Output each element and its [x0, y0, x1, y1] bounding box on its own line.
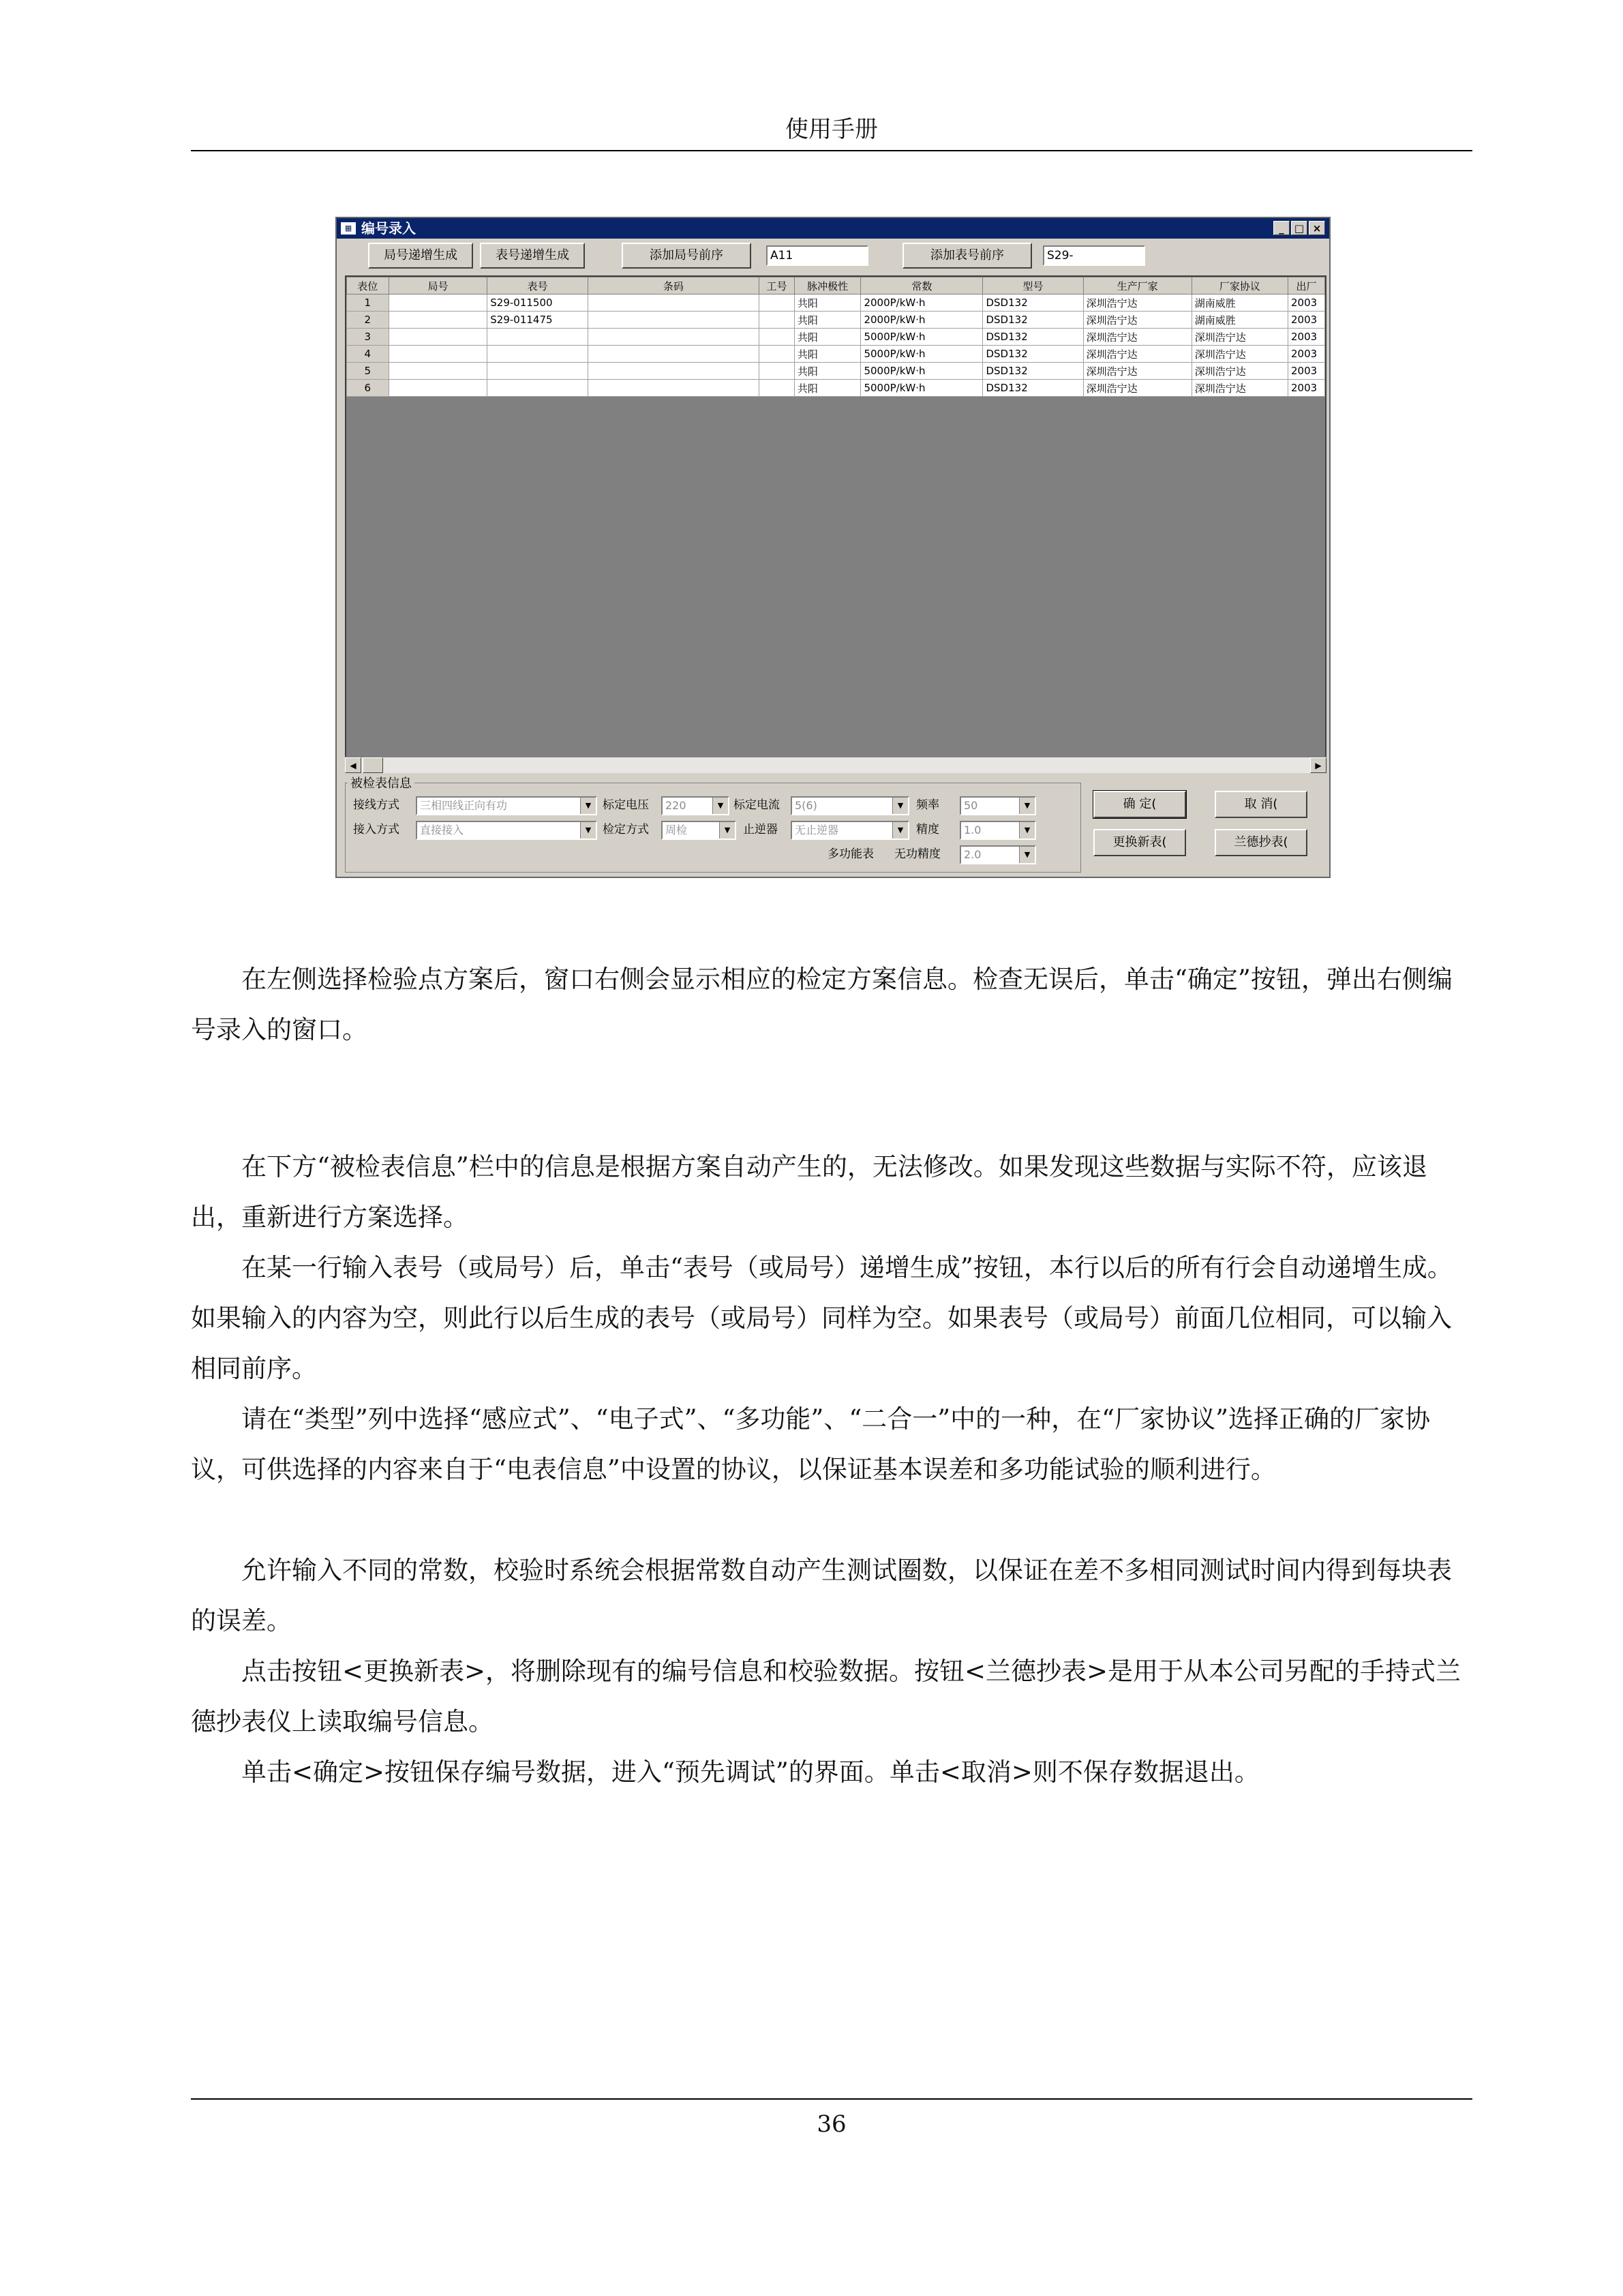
chevron-down-icon: ▼: [1019, 798, 1035, 814]
column-header[interactable]: 工号: [759, 277, 795, 294]
row-position-cell: 3: [347, 329, 389, 346]
row-position-cell: 4: [347, 346, 389, 363]
bureau-increment-button[interactable]: 局号递增生成: [368, 243, 473, 269]
table-cell[interactable]: 湖南威胜: [1192, 312, 1288, 329]
window-title: 编号录入: [361, 220, 416, 237]
table-cell[interactable]: [389, 346, 487, 363]
table-cell[interactable]: [759, 346, 795, 363]
chevron-down-icon: ▼: [580, 798, 596, 814]
reactive-accuracy-select[interactable]: 2.0 ▼: [960, 845, 1036, 864]
table-cell[interactable]: [759, 363, 795, 380]
close-button[interactable]: ×: [1309, 221, 1325, 235]
wiring-label: 接线方式: [353, 798, 399, 812]
verify-mode-label: 检定方式: [603, 823, 649, 836]
frequency-select[interactable]: 50 ▼: [960, 796, 1036, 815]
table-cell[interactable]: 2003: [1288, 346, 1325, 363]
table-cell[interactable]: [389, 294, 487, 312]
table-cell[interactable]: 深圳浩宁达: [1083, 346, 1192, 363]
accuracy-label: 精度: [916, 823, 939, 836]
table-cell[interactable]: DSD132: [983, 329, 1083, 346]
column-header[interactable]: 型号: [983, 277, 1083, 294]
table-cell[interactable]: 5000P/kW·h: [861, 363, 983, 380]
table-cell[interactable]: [389, 312, 487, 329]
table-cell[interactable]: 深圳浩宁达: [1192, 329, 1288, 346]
table-cell[interactable]: [588, 380, 759, 397]
add-bureau-prefix-button[interactable]: 添加局号前序: [622, 243, 751, 269]
table-cell[interactable]: 共阳: [794, 363, 861, 380]
table-cell[interactable]: 共阳: [794, 380, 861, 397]
wiring-select[interactable]: 三相四线正向有功 ▼: [416, 796, 597, 815]
meter-prefix-input[interactable]: S29-: [1043, 245, 1145, 266]
paragraph-7: 单击<确定>按钮保存编号数据，进入“预先调试”的界面。单击<取消>则不保存数据退出。: [241, 1757, 1260, 1787]
table-row[interactable]: [347, 329, 1325, 346]
table-row[interactable]: [347, 346, 1325, 363]
chevron-down-icon: ▼: [712, 798, 728, 814]
table-cell[interactable]: [759, 380, 795, 397]
meter-grid[interactable]: [345, 275, 1326, 773]
cancel-button[interactable]: 取 消(: [1215, 791, 1307, 818]
add-meter-prefix-button[interactable]: 添加表号前序: [902, 243, 1032, 269]
table-cell[interactable]: [588, 329, 759, 346]
column-header[interactable]: 生产厂家: [1083, 277, 1192, 294]
table-cell[interactable]: 湖南威胜: [1192, 294, 1288, 312]
table-cell[interactable]: 2000P/kW·h: [861, 294, 983, 312]
column-header[interactable]: 局号: [389, 277, 487, 294]
table-cell[interactable]: 深圳浩宁达: [1192, 363, 1288, 380]
table-cell[interactable]: 共阳: [794, 329, 861, 346]
chevron-down-icon: ▼: [1019, 822, 1035, 839]
table-cell[interactable]: 2003: [1288, 294, 1325, 312]
table-cell[interactable]: [588, 312, 759, 329]
meter-increment-button[interactable]: 表号递增生成: [480, 243, 585, 269]
table-cell[interactable]: 2003: [1288, 363, 1325, 380]
table-cell[interactable]: 2003: [1288, 312, 1325, 329]
table-cell[interactable]: S29-011500: [487, 294, 588, 312]
table-cell[interactable]: DSD132: [983, 363, 1083, 380]
column-header[interactable]: 条码: [588, 277, 759, 294]
scroll-left-icon[interactable]: ◀: [345, 757, 361, 773]
table-row[interactable]: [347, 312, 1325, 329]
column-header[interactable]: 表位: [347, 277, 389, 294]
table-cell[interactable]: 深圳浩宁达: [1083, 294, 1192, 312]
paragraph-4: 请在“类型”列中选择“感应式”、“电子式”、“多功能”、“二合一”中的一种，在“厂家协议”选择正确的厂家协议，可供选择的内容来自于“电表信息”中设置的协议，以保证基本误差和多功能试验的顺利进行。: [191, 1404, 1430, 1484]
table-cell[interactable]: 深圳浩宁达: [1083, 363, 1192, 380]
page-header: 使用手册: [785, 116, 878, 143]
frequency-label: 频率: [916, 798, 939, 812]
meter-table: [346, 277, 1325, 397]
table-cell[interactable]: 深圳浩宁达: [1083, 380, 1192, 397]
chevron-down-icon: ▼: [580, 822, 596, 839]
table-cell[interactable]: [389, 363, 487, 380]
minimize-button[interactable]: _: [1273, 221, 1290, 235]
table-cell[interactable]: 共阳: [794, 294, 861, 312]
app-icon: ▦: [341, 222, 356, 235]
rated-current-label: 标定电流: [733, 798, 780, 812]
page-number: 36: [817, 2111, 847, 2138]
row-position-cell: 6: [347, 380, 389, 397]
replace-meter-button[interactable]: 更换新表(: [1093, 829, 1186, 856]
table-cell[interactable]: [487, 380, 588, 397]
row-position-cell: 2: [347, 312, 389, 329]
chevron-down-icon: ▼: [892, 798, 908, 814]
window-titlebar: [337, 218, 1329, 239]
table-cell[interactable]: DSD132: [983, 346, 1083, 363]
column-header[interactable]: 出厂: [1288, 277, 1325, 294]
table-cell[interactable]: [487, 329, 588, 346]
table-cell[interactable]: [389, 329, 487, 346]
table-cell[interactable]: 5000P/kW·h: [861, 380, 983, 397]
table-cell[interactable]: [487, 363, 588, 380]
access-label: 接入方式: [353, 823, 399, 836]
table-row[interactable]: [347, 294, 1325, 312]
lande-read-button[interactable]: 兰德抄表(: [1215, 829, 1307, 856]
chevron-down-icon: ▼: [892, 822, 908, 839]
table-cell[interactable]: 深圳浩宁达: [1192, 346, 1288, 363]
table-cell[interactable]: [487, 346, 588, 363]
column-header[interactable]: 厂家协议: [1192, 277, 1288, 294]
table-cell[interactable]: [759, 312, 795, 329]
paragraph-3: 在某一行输入表号（或局号）后，单击“表号（或局号）递增生成”按钮，本行以后的所有行会自动递增生成。如果输入的内容为空，则此行以后生成的表号（或局号）同样为空。如果表号（或局号）前面几位相同，可以输入相同前序。: [191, 1253, 1453, 1383]
table-cell[interactable]: 共阳: [794, 312, 861, 329]
number-entry-window: [335, 217, 1331, 878]
table-cell[interactable]: [389, 380, 487, 397]
paragraph-5: 允许输入不同的常数，校验时系统会根据常数自动产生测试圈数，以保证在差不多相同测试时间内得到每块表的误差。: [191, 1556, 1452, 1635]
reverse-stop-label: 止逆器: [743, 823, 778, 836]
rated-current-select[interactable]: 5(6) ▼: [791, 796, 909, 815]
table-cell[interactable]: DSD132: [983, 380, 1083, 397]
table-cell[interactable]: DSD132: [983, 294, 1083, 312]
column-header[interactable]: 表号: [487, 277, 588, 294]
confirm-button[interactable]: 确 定(: [1093, 791, 1186, 818]
table-cell[interactable]: [588, 363, 759, 380]
access-select[interactable]: 直接接入 ▼: [416, 821, 597, 840]
rated-voltage-select[interactable]: 220 ▼: [661, 796, 729, 815]
table-cell[interactable]: 5000P/kW·h: [861, 329, 983, 346]
maximize-button[interactable]: □: [1291, 221, 1307, 235]
table-cell[interactable]: 2003: [1288, 380, 1325, 397]
table-cell[interactable]: [759, 294, 795, 312]
table-cell[interactable]: [759, 329, 795, 346]
table-cell[interactable]: [588, 346, 759, 363]
table-cell[interactable]: 2003: [1288, 329, 1325, 346]
verify-mode-select[interactable]: 周检 ▼: [661, 821, 736, 840]
multifunction-label: 多功能表: [828, 847, 874, 861]
meter-info-title: 被检表信息: [348, 774, 414, 791]
header-rule: [191, 150, 1472, 151]
row-position-cell: 5: [347, 363, 389, 380]
chevron-down-icon: ▼: [719, 822, 735, 839]
column-header[interactable]: 常数: [861, 277, 983, 294]
table-cell[interactable]: 2000P/kW·h: [861, 312, 983, 329]
paragraph-1: 在左侧选择检验点方案后，窗口右侧会显示相应的检定方案信息。检查无误后，单击“确定”按钮，弹出右侧编号录入的窗口。: [191, 965, 1453, 1044]
chevron-down-icon: ▼: [1019, 847, 1035, 863]
table-cell[interactable]: [588, 294, 759, 312]
scroll-right-icon[interactable]: ▶: [1310, 757, 1326, 773]
table-cell[interactable]: DSD132: [983, 312, 1083, 329]
table-cell[interactable]: 深圳浩宁达: [1083, 312, 1192, 329]
column-header[interactable]: 脉冲极性: [794, 277, 861, 294]
paragraph-2: 在下方“被检表信息”栏中的信息是根据方案自动产生的，无法修改。如果发现这些数据与实际不符，应该退出，重新进行方案选择。: [191, 1152, 1427, 1232]
horizontal-scrollbar[interactable]: [345, 757, 1326, 773]
table-cell[interactable]: 5000P/kW·h: [861, 346, 983, 363]
table-cell[interactable]: 深圳浩宁达: [1192, 380, 1288, 397]
accuracy-select[interactable]: 1.0 ▼: [960, 821, 1036, 840]
scroll-thumb[interactable]: [363, 757, 383, 773]
footer-rule: [191, 2098, 1472, 2100]
table-cell[interactable]: S29-011475: [487, 312, 588, 329]
table-cell[interactable]: 深圳浩宁达: [1083, 329, 1192, 346]
paragraph-6: 点击按钮<更换新表>，将删除现有的编号信息和校验数据。按钮<兰德抄表>是用于从本公司另配的手持式兰德抄表仪上读取编号信息。: [191, 1657, 1461, 1736]
table-cell[interactable]: 共阳: [794, 346, 861, 363]
reverse-stop-select[interactable]: 无止逆器 ▼: [791, 821, 909, 840]
table-row[interactable]: [347, 380, 1325, 397]
row-position-cell: 1: [347, 294, 389, 312]
table-row[interactable]: [347, 363, 1325, 380]
reactive-accuracy-label: 无功精度: [894, 847, 941, 861]
bureau-prefix-input[interactable]: A11: [766, 245, 868, 266]
rated-voltage-label: 标定电压: [603, 798, 649, 812]
